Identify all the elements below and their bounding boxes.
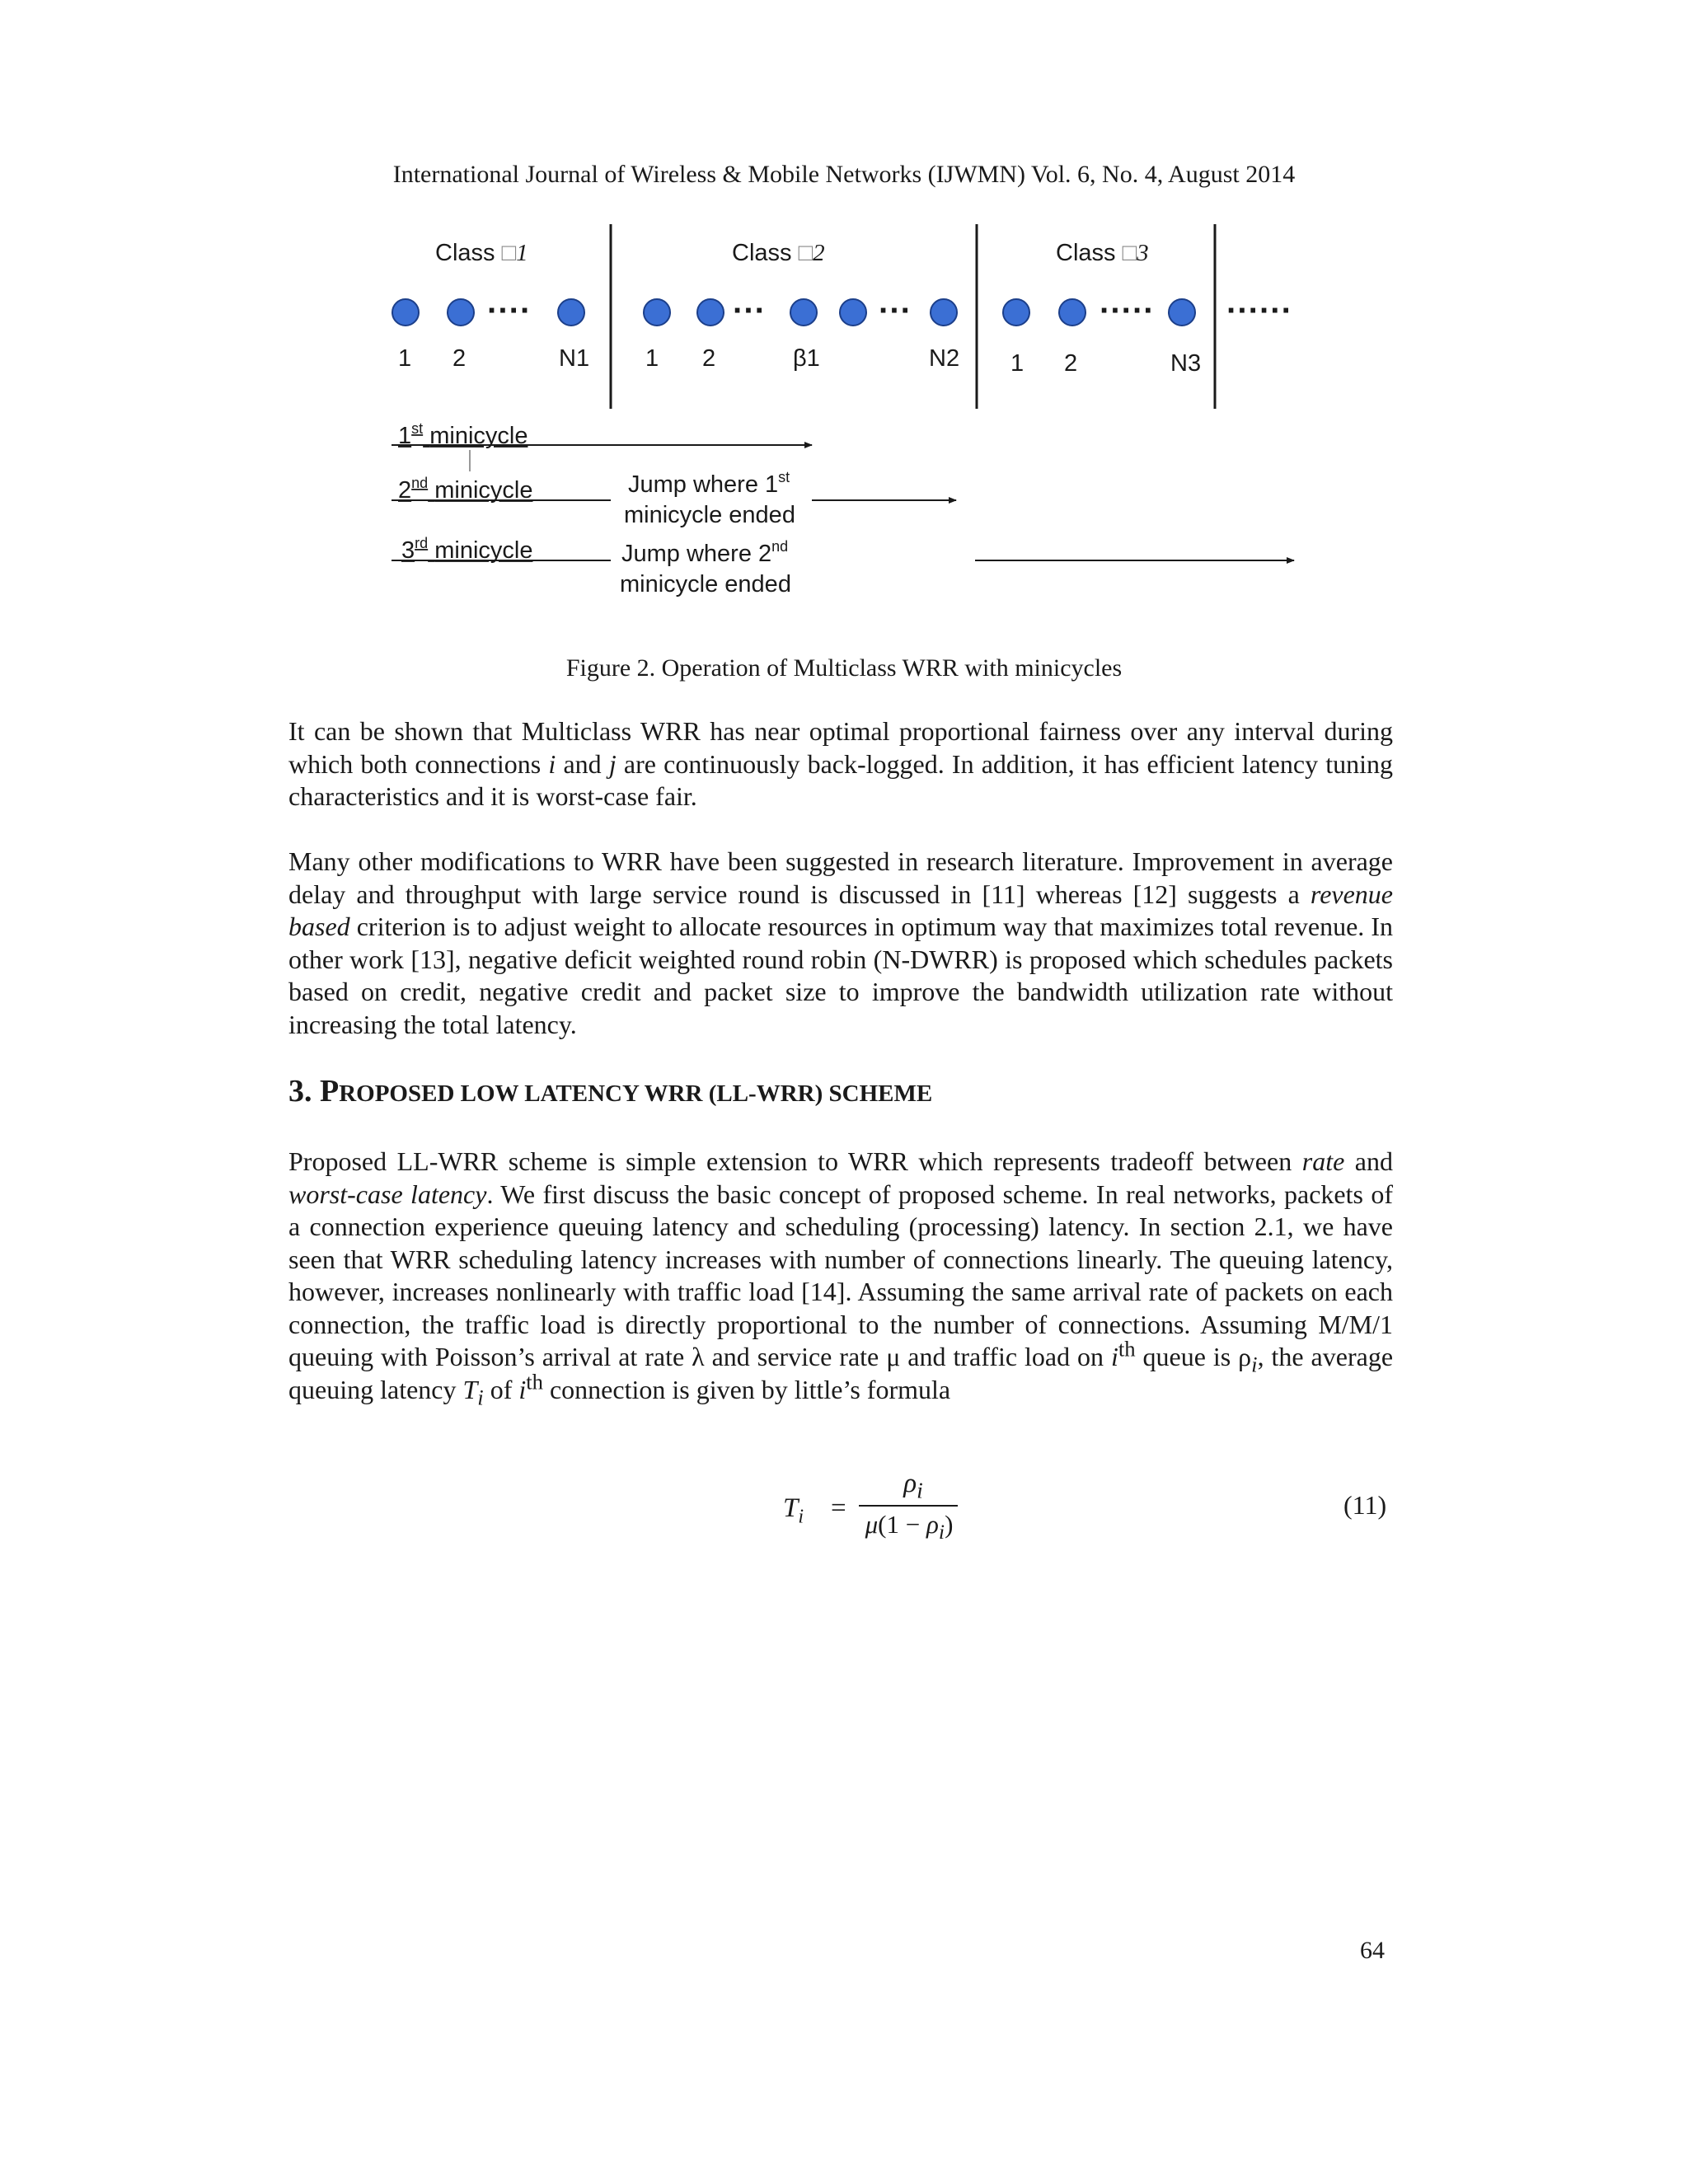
- node-label: N2: [929, 345, 960, 372]
- node-label: N1: [559, 345, 590, 372]
- jump-label-2: Jump where 2nd: [621, 538, 789, 567]
- node: [1003, 299, 1029, 326]
- eq-denominator: $\mu(1 - \rho_i)$: [865, 1510, 954, 1544]
- section-heading: 3. PROPOSED LOW LATENCY WRR (LL-WRR) SCHEME: [288, 1074, 933, 1108]
- minicycle-label-1: 1st minicycle: [398, 420, 528, 449]
- eq-lhs: $T_i$: [783, 1493, 804, 1528]
- ellipsis: ····: [487, 293, 532, 329]
- ellipsis: ·····: [1100, 293, 1155, 329]
- node: [790, 299, 817, 326]
- ellipsis: ···: [733, 293, 766, 329]
- node: [1059, 299, 1085, 326]
- node: [644, 299, 670, 326]
- node-label: 2: [452, 345, 467, 372]
- ellipsis: ······: [1226, 293, 1292, 329]
- node: [558, 299, 584, 326]
- jump-label-1-line2: minicycle ended: [624, 502, 795, 528]
- eq-numerator: $\rho_i$: [903, 1469, 923, 1503]
- node: [1169, 299, 1195, 326]
- fraction-bar: [859, 1505, 958, 1507]
- page-number: 64: [1360, 1937, 1385, 1964]
- eq-equals: =: [831, 1493, 846, 1523]
- node-label: 2: [1064, 350, 1078, 377]
- node-label: 1: [398, 345, 412, 372]
- node-label: 2: [702, 345, 716, 372]
- figure-caption: Figure 2. Operation of Multiclass WRR with minicycles: [565, 654, 1123, 682]
- class-label-2: Class □2: [732, 240, 825, 266]
- ellipsis: ···: [879, 293, 912, 329]
- class-label-3: Class □3: [1056, 240, 1149, 266]
- minicycle-label-2: 2nd minicycle: [398, 475, 533, 504]
- paragraph-fairness: It can be shown that Multiclass WRR has near optimal proportional fairness over any interval during which both connections i and j are continuously back-logged. In addition, it has efficient latency tuning characteristics and it is worst-case fair.: [288, 716, 1394, 811]
- node-label: 1: [1010, 350, 1025, 377]
- node-label: N3: [1170, 350, 1202, 377]
- paragraph-ll-wrr: Proposed LL-WRR scheme is simple extension to WRR which represents tradeoff between rate and worst-case latency. We first discuss the basic concept of proposed scheme. In real networks, packets of a connection experience queuing latency and scheduling (processing) latency. In section 2.1, we have seen that WRR scheduling latency increases with number of connections linearly. The queuing latency, however, increases nonlinearly with traffic load [14]. Assuming the same arrival rate of packets on each connection, the traffic load is directly proportional to the number of connections. Assuming M/M/1 queuing with Poisson’s arrival at rate λ and service rate μ and traffic load on $i^{th}$ queue is $\rho_i$, the average queuing latency $T_i$ of $i^{th}$ connection is given by little’s formula: [288, 1146, 1394, 1409]
- class-label-1: Class □1: [435, 240, 528, 266]
- equation-queuing-latency: [775, 1469, 956, 1551]
- figure-multiclass-wrr: [0, 0, 1688, 643]
- jump-label-1: Jump where 1st: [628, 469, 790, 498]
- node-label: β1: [793, 345, 820, 372]
- node: [840, 299, 866, 326]
- paragraph-modifications: Many other modifications to WRR have been suggested in research literature. Improvement in average delay and throughput with large service round is discussed in [11] whereas [12] suggests a revenue based criterion is to adjust weight to allocate resources in optimum way that maximizes total revenue. In other work [13], negative deficit weighted round robin (N-DWRR) is proposed which schedules packets based on credit, negative credit and packet size to improve the bandwidth utilization rate without increasing the total latency.: [288, 846, 1393, 1039]
- node: [697, 299, 724, 326]
- equation-number: (11): [1343, 1490, 1387, 1520]
- running-header: International Journal of Wireless & Mobile Networks (IJWMN) Vol. 6, No. 4, August 2014: [392, 161, 1296, 188]
- node: [392, 299, 419, 326]
- minicycle-label-3: 3rd minicycle: [401, 535, 533, 564]
- node-label: 1: [645, 345, 659, 372]
- node: [931, 299, 957, 326]
- jump-label-2-line2: minicycle ended: [620, 571, 791, 598]
- node: [448, 299, 474, 326]
